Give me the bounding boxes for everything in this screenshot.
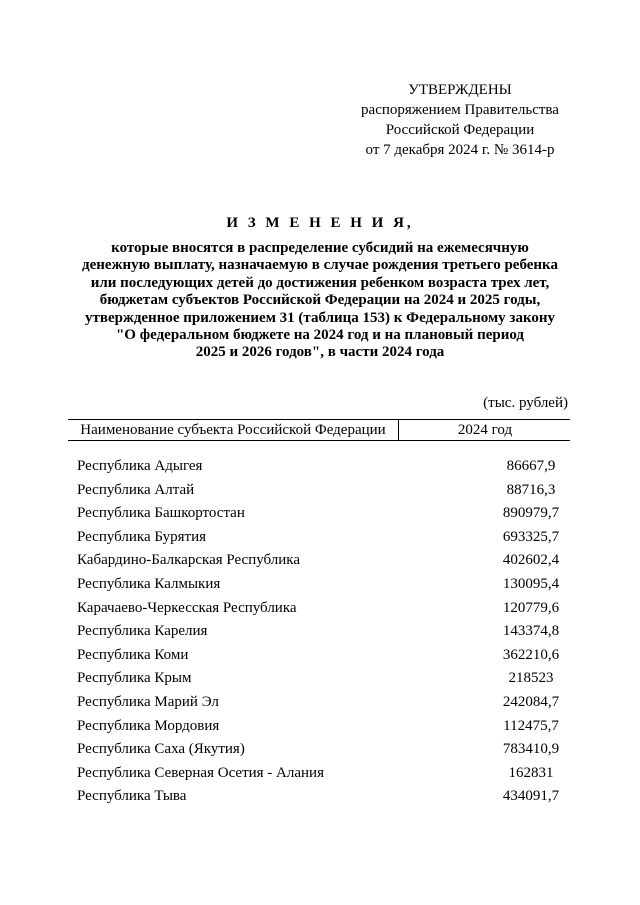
- region-name: Республика Крым: [77, 670, 192, 687]
- region-name: Кабардино-Балкарская Республика: [77, 552, 301, 569]
- heading-line: утвержденное приложением 31 (таблица 153) к Федеральному закону: [84, 309, 556, 326]
- heading-line: "О федеральном бюджете на 2024 год и на плановый период: [115, 327, 525, 344]
- table-row: [77, 597, 577, 621]
- region-name: Республика Коми: [77, 646, 189, 663]
- table-row: [77, 549, 577, 573]
- table-row: [77, 644, 577, 668]
- approval-title: УТВЕРЖДЕНЫ: [408, 82, 512, 98]
- table-row: [77, 620, 577, 644]
- region-value: 112475,7: [503, 717, 559, 734]
- table-header: [68, 419, 570, 441]
- table-body: [77, 455, 577, 809]
- region-name: Республика Саха (Якутия): [77, 741, 245, 758]
- heading-line: которые вносятся в распределение субсидий на ежемесячную: [111, 240, 529, 256]
- approval-block: [320, 80, 600, 160]
- approval-line-3: от 7 декабря 2024 г. № 3614-р: [365, 142, 555, 158]
- region-value: 130095,4: [502, 575, 560, 592]
- region-value: 218523: [508, 670, 554, 687]
- region-value: 162831: [508, 764, 554, 781]
- region-value: 242084,7: [502, 693, 560, 710]
- table-row: [77, 502, 577, 526]
- region-value: 402602,4: [502, 552, 560, 569]
- table-row: [77, 762, 577, 786]
- table-row: [77, 715, 577, 739]
- region-name: Республика Калмыкия: [77, 575, 221, 592]
- table-row: [77, 479, 577, 503]
- approval-line-2: Российской Федерации: [385, 122, 535, 138]
- table-row: [77, 785, 577, 809]
- region-name: Республика Адыгея: [77, 458, 203, 474]
- heading-line: или последующих детей до достижения ребенком возраста трех лет,: [90, 274, 550, 291]
- region-name: Республика Алтай: [77, 481, 195, 498]
- heading-line: бюджетам субъектов Российской Федерации на 2024 и 2025 годы,: [99, 292, 541, 309]
- region-value: 434091,7: [502, 788, 560, 805]
- region-name: Республика Бурятия: [77, 528, 207, 545]
- units-note: (тыс. рублей): [483, 395, 568, 411]
- region-name: Республика Башкортостан: [77, 505, 245, 522]
- region-value: 88716,3: [506, 481, 556, 498]
- approval-line-1: распоряжением Правительства: [361, 102, 559, 118]
- region-value: 693325,7: [502, 528, 560, 545]
- heading-line: 2025 и 2026 годов", в части 2024 года: [195, 344, 445, 361]
- region-value: 86667,9: [506, 458, 556, 474]
- region-name: Республика Тыва: [77, 788, 187, 805]
- table-row: [77, 455, 577, 479]
- column-header-year: 2024 год: [457, 422, 513, 438]
- region-value: 890979,7: [502, 505, 560, 522]
- document-title: И З М Е Н Е Н И Я,: [226, 215, 414, 231]
- table-row: [77, 526, 577, 550]
- region-name: Республика Мордовия: [77, 717, 220, 734]
- region-value: 120779,6: [502, 599, 560, 616]
- table-row: [77, 738, 577, 762]
- region-value: 143374,8: [502, 623, 560, 640]
- region-name: Республика Северная Осетия - Алания: [77, 764, 324, 781]
- table-row: [77, 667, 577, 691]
- region-value: 783410,9: [502, 741, 560, 758]
- region-name: Республика Марий Эл: [77, 693, 219, 710]
- document-heading: [40, 213, 600, 362]
- region-value: 362210,6: [502, 646, 560, 663]
- heading-line: денежную выплату, назначаемую в случае рождения третьего ребенка: [82, 257, 558, 274]
- column-header-name: Наименование субъекта Российской Федерации: [68, 420, 399, 440]
- region-name: Карачаево-Черкесская Республика: [77, 599, 297, 616]
- table-row: [77, 573, 577, 597]
- table-row: [77, 691, 577, 715]
- region-name: Республика Карелия: [77, 623, 208, 640]
